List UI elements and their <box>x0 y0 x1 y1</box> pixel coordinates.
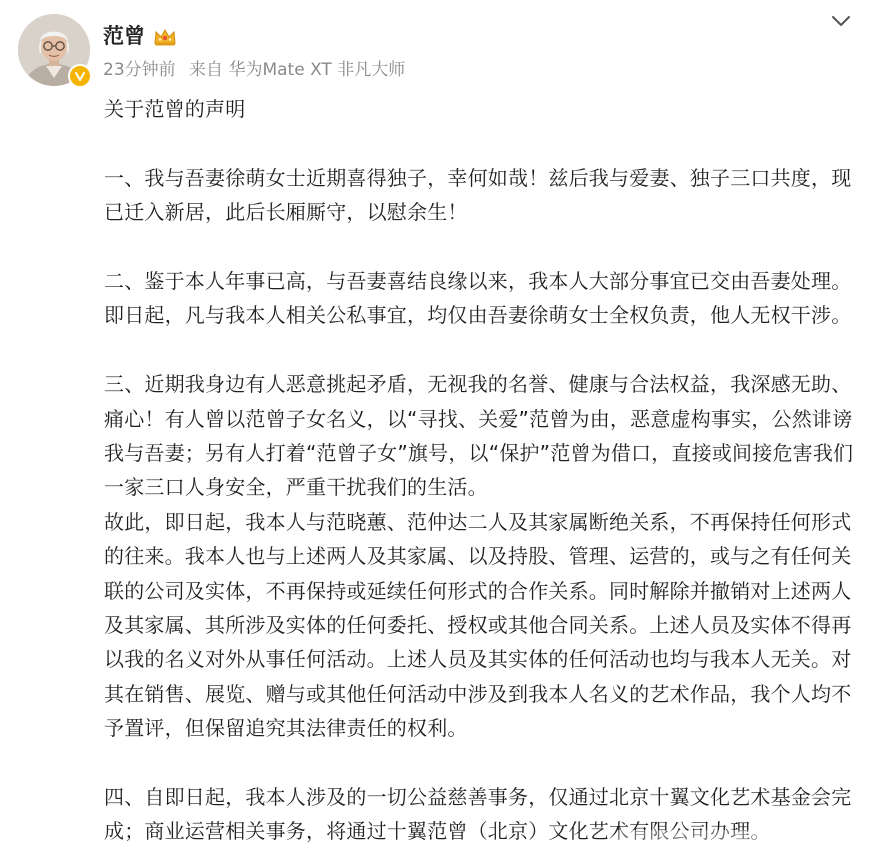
paragraph-1: 一、我与吾妻徐萌女士近期喜得独子，幸何如哉！兹后我与爱妻、独子三口共度，现已迁入新居，此后长厢厮守，以慰余生！ <box>104 165 852 225</box>
author-name[interactable]: 范曾 <box>103 24 145 48</box>
avatar-container[interactable] <box>18 14 90 86</box>
post-title: 关于范曾的声明 <box>104 97 246 121</box>
paragraph-2: 二、鉴于本人年事已高，与吾妻喜结良缘以来，我本人大部分事宜已交由吾妻处理。即日起，凡与我本人相关公私事宜，均仅由吾妻徐萌女士全权负责，他人无权干涉。 <box>104 269 852 328</box>
author-name-row[interactable] <box>103 22 177 50</box>
post-source[interactable]: 来自 华为Mate XT 非凡大师 <box>189 60 406 80</box>
paragraph-gap <box>104 333 864 367</box>
post-time: 23分钟前 <box>103 60 176 80</box>
post-content <box>104 92 864 849</box>
paragraph-3: 三、近期我身边有人恶意挑起矛盾，无视我的名誉、健康与合法权益，我深感无助、痛心！有人曾以范曾子女名义，以“寻找、关爱”范曾为由，恶意虚构事实，公然诽谤我与吾妻；另有人打着“范曾子女”旗号，以“保护”范曾为借口，直接或间接危害我们一家三口人身安全，严重干扰我们的生活。 <box>104 372 854 500</box>
post-menu-button[interactable] <box>826 8 856 36</box>
post-meta <box>103 58 405 82</box>
crown-icon[interactable] <box>153 26 177 46</box>
paragraph-gap <box>104 746 864 780</box>
chevron-down-icon <box>830 13 852 32</box>
paragraph-gap <box>104 126 864 160</box>
paragraph-4: 四、自即日起，我本人涉及的一切公益慈善事务，仅通过北京十翼文化艺术基金会完成；商业运营相关事务，将通过十翼范曾（北京）文化艺术有限公司办理。 <box>104 785 852 844</box>
paragraph-gap <box>104 230 864 264</box>
paragraph-3b: 故此，即日起，我本人与范晓蕙、范仲达二人及其家属断绝关系，不再保持任何形式的往来。我本人也与上述两人及其家属、以及持股、管理、运营的，或与之有任何关联的公司及实体，不再保持或延续任何形式的合作关系。同时解除并撤销对上述两人及其家属、其所涉及实体的任何委托、授权或其他合同关系。上述人员及实体不得再以我的名义对外从事任何活动。上述人员及其实体的任何活动也均与我本人无关。对其在销售、展览、赠与或其他任何活动中涉及到我本人名义的艺术作品，我个人均不予置评，但保留追究其法律责任的权利。 <box>104 509 852 741</box>
verified-v-icon <box>68 64 92 88</box>
